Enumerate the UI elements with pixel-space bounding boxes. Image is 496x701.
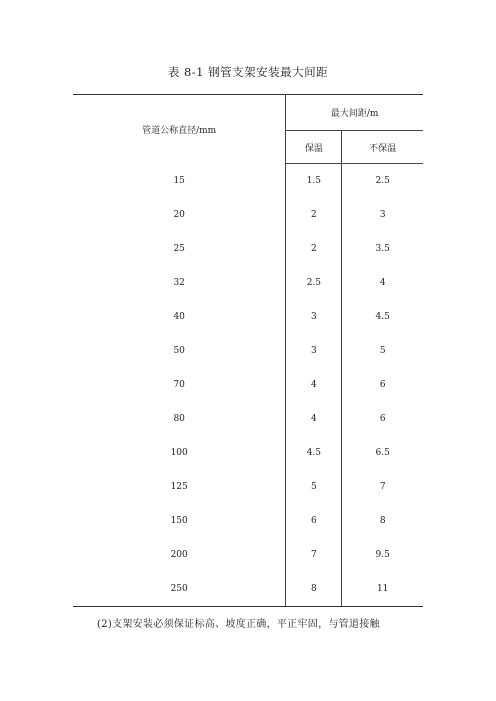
table-row [73,300,423,334]
cell-uninsulated: 3 [379,210,386,220]
cell-insulated: 3 [286,300,342,334]
cell-uninsulated: 9.5 [375,550,390,560]
col-header-uninsulated: 不保温 [342,131,423,164]
pipe-support-spacing-table [73,94,423,607]
col-header-insulated: 保温 [286,131,342,164]
cell-diameter: 100 [73,436,286,470]
cell-diameter: 40 [73,300,286,334]
cell-insulated: 5 [286,470,342,504]
table-row [73,470,423,504]
cell-uninsulated: 2.5 [375,176,390,186]
table-row [73,538,423,572]
table-row [73,334,423,368]
cell-uninsulated: 6 [379,380,386,390]
cell-diameter: 50 [73,334,286,368]
cell-uninsulated: 11 [342,572,423,607]
cell-insulated: 3 [286,334,342,368]
cell-uninsulated: 4 [379,278,386,288]
cell-insulated: 7 [286,538,342,572]
cell-diameter: 20 [73,198,286,232]
cell-uninsulated: 6.5 [375,448,390,458]
cell-diameter: 80 [73,402,286,436]
table-row [73,572,423,607]
cell-insulated: 2 [286,198,342,232]
cell-uninsulated: 5 [379,346,386,356]
cell-insulated: 1.5 [286,164,342,199]
body-paragraph: (2)支架安装必须保证标高、坡度正确，平正牢固，与管道接触 [97,619,380,630]
table-row [73,402,423,436]
cell-diameter: 25 [73,232,286,266]
cell-diameter: 150 [73,504,286,538]
cell-uninsulated: 7 [379,482,386,492]
cell-diameter: 125 [73,470,286,504]
table-row [73,232,423,266]
col-header-nominal-diameter: 管道公称直径/mm [73,95,286,164]
cell-uninsulated: 6 [379,414,386,424]
table-row [73,368,423,402]
cell-uninsulated: 4.5 [375,312,390,322]
cell-insulated: 4 [286,402,342,436]
col-header-max-spacing: 最大间距/m [286,95,423,131]
cell-diameter: 250 [73,572,286,607]
cell-diameter: 70 [73,368,286,402]
table-row [73,436,423,470]
cell-diameter: 200 [73,538,286,572]
cell-insulated: 6 [286,504,342,538]
table-row [73,164,423,199]
cell-insulated: 8 [286,572,342,607]
table-row [73,266,423,300]
cell-insulated: 2.5 [286,266,342,300]
cell-insulated: 2 [286,232,342,266]
cell-insulated: 4.5 [286,436,342,470]
cell-insulated: 4 [286,368,342,402]
cell-diameter: 15 [73,164,286,199]
table-title: 表 8-1 钢管支架安装最大间距 [167,65,329,79]
table-row [73,198,423,232]
cell-uninsulated: 8 [379,516,386,526]
cell-uninsulated: 3.5 [375,244,390,254]
cell-diameter: 32 [73,266,286,300]
table-row [73,504,423,538]
